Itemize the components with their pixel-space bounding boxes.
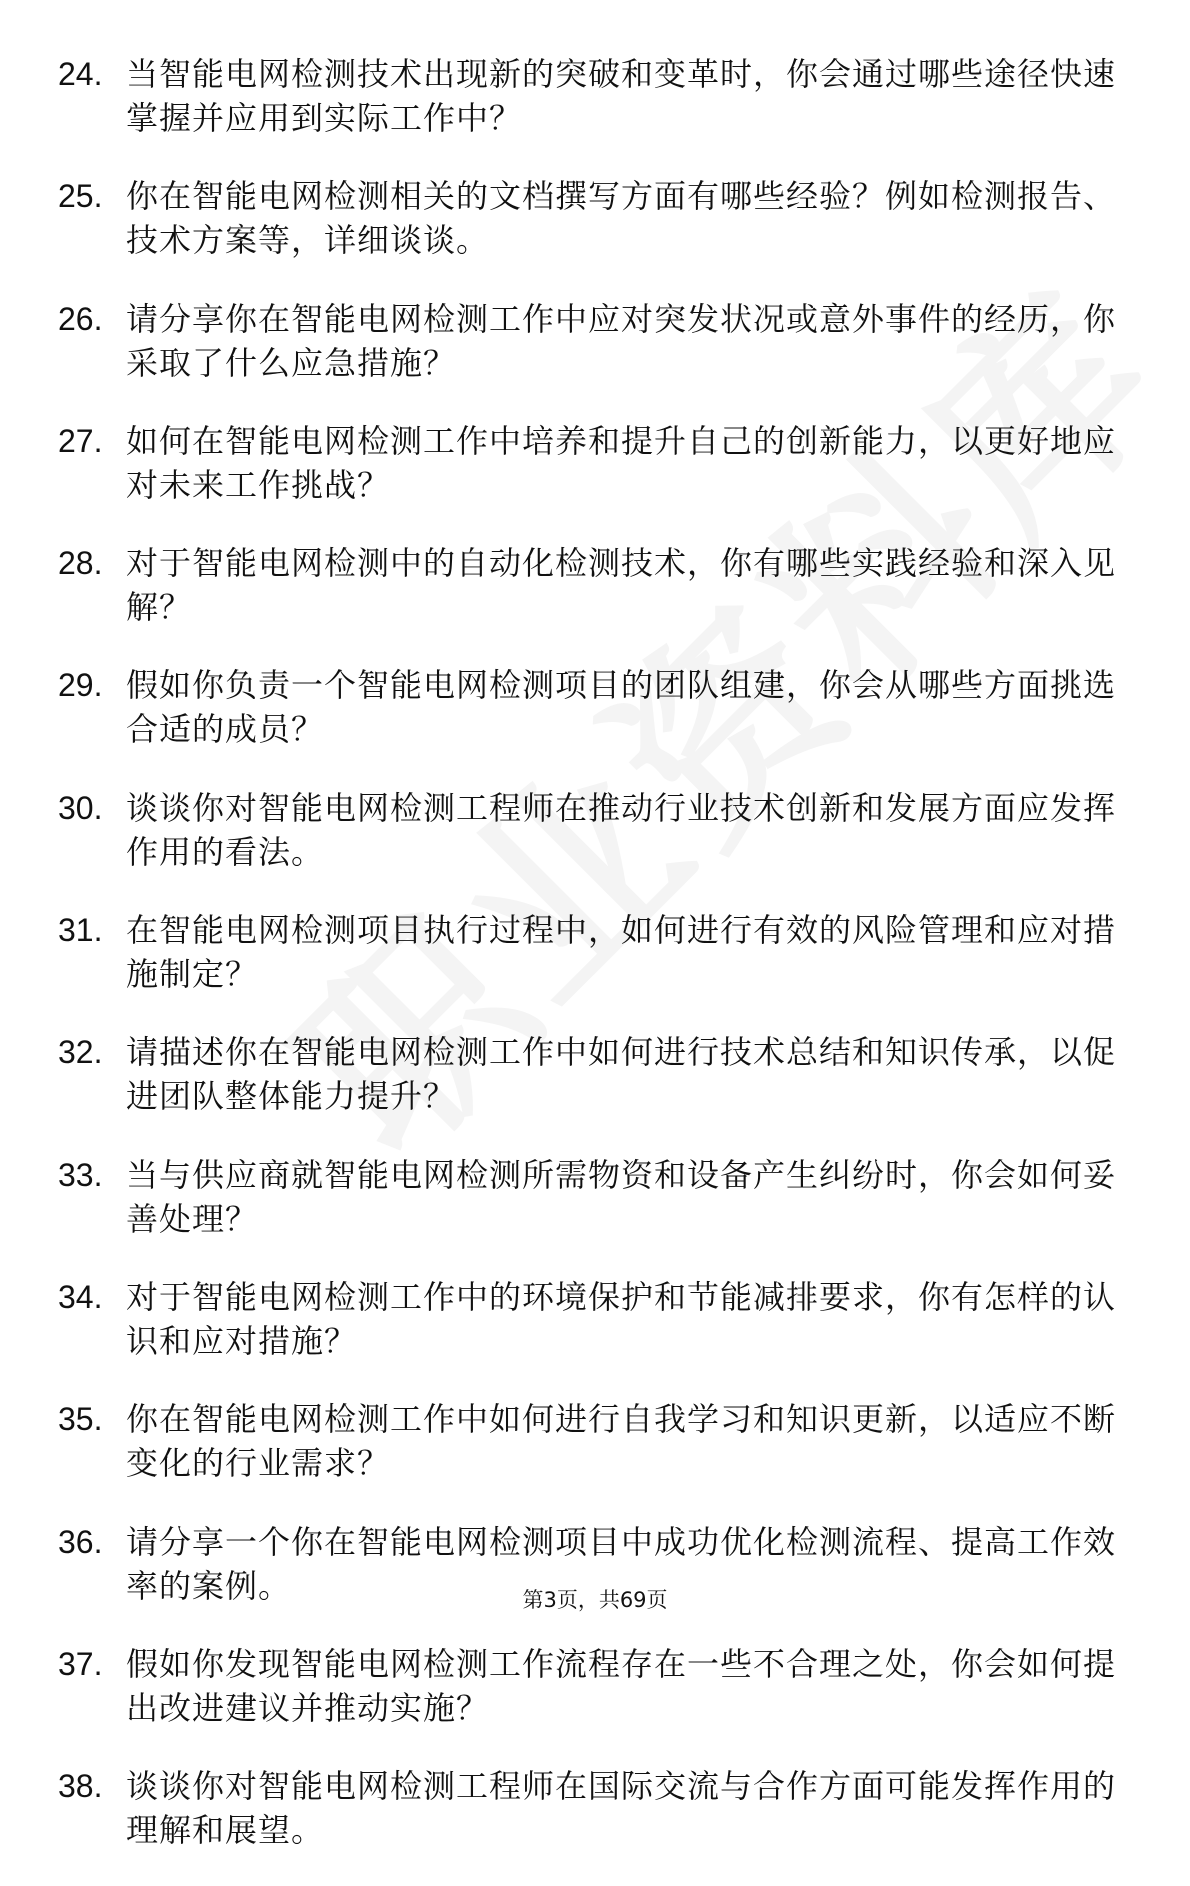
question-text: 当与供应商就智能电网检测所需物资和设备产生纠纷时，你会如何妥善处理？ (126, 1155, 1117, 1238)
question-text: 对于智能电网检测中的自动化检测技术，你有哪些实践经验和深入见解？ (126, 544, 1117, 627)
list-item (58, 663, 1118, 751)
question-text: 请分享你在智能电网检测工作中应对突发状况或意外事件的经历，你采取了什么应急措施？ (126, 299, 1117, 382)
question-text: 谈谈你对智能电网检测工程师在国际交流与合作方面可能发挥作用的理解和展望。 (126, 1767, 1117, 1850)
question-number: 27. (58, 422, 103, 459)
question-text: 请描述你在智能电网检测工作中如何进行技术总结和知识传承，以促进团队整体能力提升？ (126, 1033, 1117, 1116)
question-number: 32. (58, 1034, 103, 1071)
question-text: 谈谈你对智能电网检测工程师在推动行业技术创新和发展方面应发挥作用的看法。 (126, 788, 1117, 871)
question-number: 25. (58, 178, 103, 215)
question-number: 37. (58, 1645, 103, 1682)
question-text: 对于智能电网检测工作中的环境保护和节能减排要求，你有怎样的认识和应对措施？ (126, 1277, 1117, 1360)
question-text: 如何在智能电网检测工作中培养和提升自己的创新能力，以更好地应对未来工作挑战？ (126, 421, 1117, 504)
question-number: 29. (58, 667, 103, 704)
question-text: 你在智能电网检测相关的文档撰写方面有哪些经验？例如检测报告、技术方案等，详细谈谈。 (126, 177, 1117, 260)
question-number: 30. (58, 789, 103, 826)
question-text: 当智能电网检测技术出现新的突破和变革时，你会通过哪些途径快速掌握并应用到实际工作中？ (126, 55, 1117, 137)
list-item (58, 297, 1118, 385)
list-item (58, 1275, 1118, 1363)
list-item (58, 908, 1118, 996)
list-item (58, 1397, 1118, 1485)
question-text: 假如你发现智能电网检测工作流程存在一些不合理之处，你会如何提出改进建议并推动实施？ (126, 1644, 1117, 1727)
list-item (58, 52, 1118, 140)
list-item (58, 1764, 1118, 1852)
list-item (58, 1642, 1118, 1730)
question-text: 你在智能电网检测工作中如何进行自我学习和知识更新，以适应不断变化的行业需求？ (126, 1400, 1117, 1483)
question-text: 请分享一个你在智能电网检测项目中成功优化检测流程、提高工作效率的案例。 (126, 1522, 1117, 1605)
list-item (58, 786, 1118, 874)
question-number: 36. (58, 1523, 103, 1560)
list-item (58, 541, 1118, 629)
question-number: 31. (58, 912, 103, 949)
question-number: 38. (58, 1768, 103, 1805)
question-number: 35. (58, 1401, 103, 1438)
list-item (58, 174, 1118, 262)
question-number: 34. (58, 1278, 103, 1315)
question-text: 假如你负责一个智能电网检测项目的团队组建，你会从哪些方面挑选合适的成员？ (126, 666, 1117, 749)
question-number: 33. (58, 1156, 103, 1193)
question-text: 在智能电网检测项目执行过程中，如何进行有效的风险管理和应对措施制定？ (126, 911, 1117, 994)
page-number-footer: 第3页，共69页 (522, 1588, 668, 1612)
list-item (58, 419, 1118, 507)
list-item (58, 1153, 1118, 1241)
question-number: 26. (58, 300, 103, 337)
question-number: 28. (58, 545, 103, 582)
question-number: 24. (58, 56, 103, 92)
list-item (58, 1030, 1118, 1118)
